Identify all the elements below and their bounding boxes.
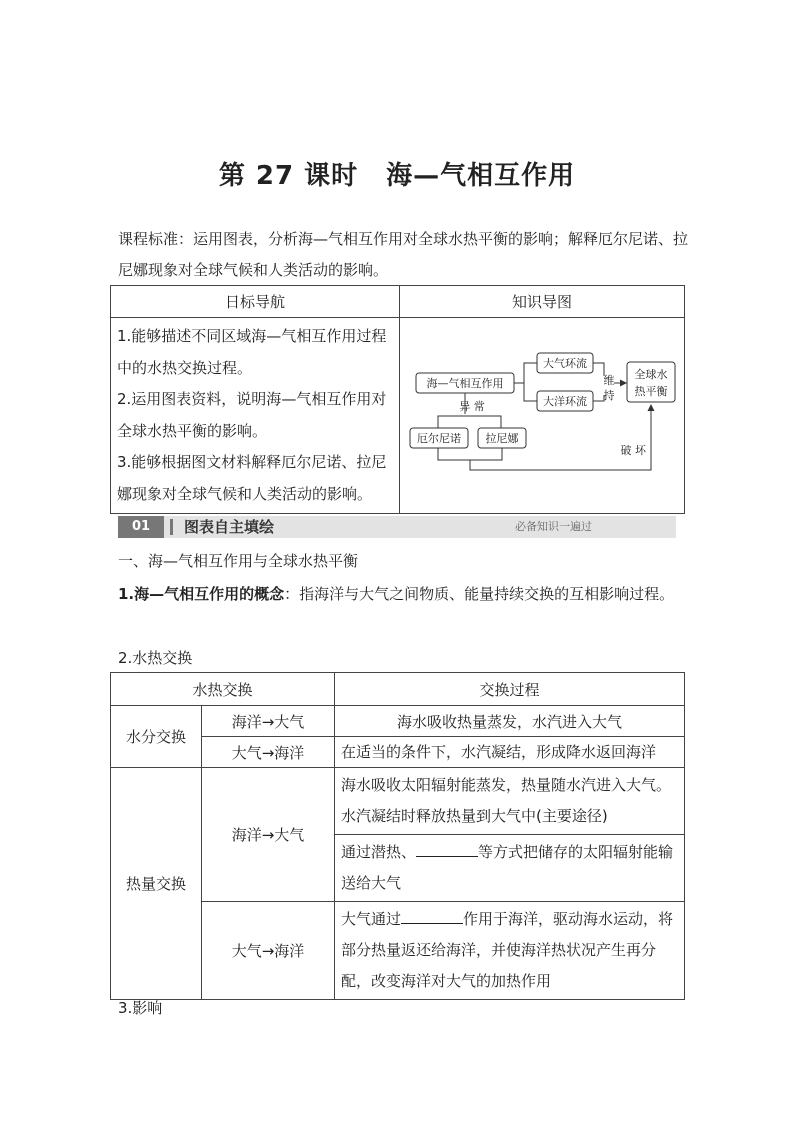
heat-process-3-end: 作用于海洋，驱动海水运动，将部分热量返还给海洋，并使海洋热状况产生再分配，改变海洋对大气的加热作用 (341, 910, 674, 990)
lesson-topic: 海—气相互作用 (386, 161, 576, 191)
heat-process-2 (335, 835, 685, 902)
lesson-number: 第 27 课时 (218, 161, 359, 191)
goals-list (111, 318, 400, 514)
balance-line2: 热平衡 (634, 385, 668, 398)
direction-air-to-ocean: 大气→海洋 (202, 737, 335, 768)
heat-process-2-start: 通过潜热、 (341, 843, 417, 861)
section-divider (170, 519, 173, 535)
fill-blank[interactable] (416, 842, 478, 857)
ocean-circulation-label: 大洋环流 (543, 395, 587, 408)
col-header-process: 交换过程 (335, 673, 685, 706)
goals-map-table (110, 285, 685, 514)
heading-1: 一、海—气相互作用与全球水热平衡 (118, 552, 359, 570)
concept-paragraph (118, 579, 684, 610)
direction-ocean-to-air: 海洋→大气 (202, 768, 335, 902)
heat-process-1: 海水吸收太阳辐射能蒸发，热量随水汽进入大气。水汽凝结时释放热量到大气中(主要途径) (335, 768, 685, 835)
concept-text: ：指海洋与大气之间物质、能量持续交换的互相影响过程。 (284, 585, 675, 603)
fill-blank[interactable] (401, 909, 463, 924)
section-subtitle: 必备知识一遍过 (515, 520, 592, 533)
section-title: 图表自主填绘 (184, 518, 275, 536)
direction-ocean-to-air: 海洋→大气 (202, 706, 335, 737)
map-header: 知识导图 (400, 286, 685, 318)
concept-label: 1.海—气相互作用的概念 (118, 585, 285, 603)
water-process-2: 在适当的条件下，水汽凝结，形成降水返回海洋 (335, 737, 685, 768)
balance-line1: 全球水 (634, 368, 668, 381)
water-exchange-cell: 水分交换 (111, 706, 202, 768)
heat-process-3 (335, 902, 685, 1000)
anomaly-label: 异 常 (459, 400, 485, 413)
air-circulation-label: 大气环流 (543, 357, 587, 370)
elnino-label: 厄尔尼诺 (417, 432, 461, 445)
center-label: 海—气相互作用 (426, 377, 504, 390)
direction-air-to-ocean: 大气→海洋 (202, 902, 335, 1000)
knowledge-map-diagram (400, 318, 684, 506)
heat-process-2-end: 等方式把储存的太阳辐射能输送给大气 (341, 843, 674, 892)
col-header-exchange: 水热交换 (111, 673, 335, 706)
water-heat-table (110, 672, 685, 1000)
course-standard: 课程标准：运用图表，分析海—气相互作用对全球水热平衡的影响；解释厄尔尼诺、拉尼娜现象对全球气候和人类活动的影响。 (118, 230, 689, 279)
heat-process-3-start: 大气通过 (341, 910, 402, 928)
goal-item: 3.能够根据图文材料解释厄尔尼诺、拉尼娜现象对全球气候和人类活动的影响。 (117, 453, 387, 503)
section-number: 01 (118, 516, 164, 538)
maintain-label-bottom: 持 (603, 389, 615, 402)
page-title (0, 155, 794, 192)
water-process-1: 海水吸收热量蒸发，水汽进入大气 (335, 706, 685, 737)
goal-item: 1.能够描述不同区域海—气相互作用过程中的水热交换过程。 (117, 327, 387, 377)
goal-item: 2.运用图表资料，说明海—气相互作用对全球水热平衡的影响。 (117, 390, 387, 440)
heading-2: 2.水热交换 (118, 649, 193, 667)
heading-3: 3.影响 (118, 999, 163, 1017)
knowledge-map (400, 318, 685, 514)
destroy-label: 破 坏 (620, 444, 646, 457)
maintain-label-top: 维 (603, 374, 615, 387)
goals-header: 日标导航 (111, 286, 400, 318)
lanina-label: 拉尼娜 (485, 432, 519, 445)
section-banner (118, 516, 676, 538)
heat-exchange-cell: 热量交换 (111, 768, 202, 1000)
